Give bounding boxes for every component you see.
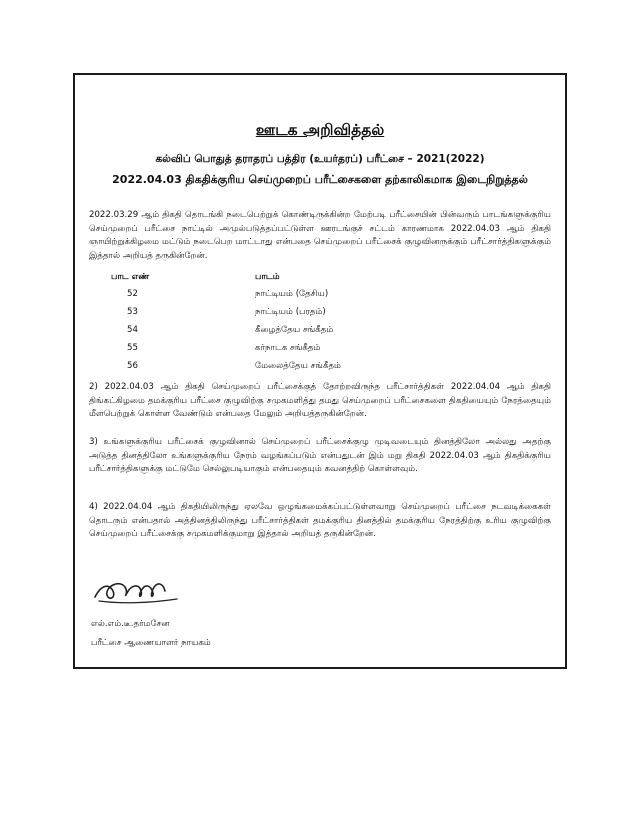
- subject-code: 53: [127, 307, 138, 317]
- subject-code: 54: [127, 325, 138, 335]
- document-subtitle: கல்விப் பொதுத் தராதரப் பத்திர (உயர்தரப்) பரீட்சை – 2021(2022): [155, 153, 485, 165]
- signer-title: பரீட்சை ஆணையாளர் நாயகம்: [91, 638, 211, 648]
- document-heading: 2022.04.03 திகதிக்குரிய செய்முறைப் பரீட்சைகளை தற்காலிகமாக இடைநிறுத்தல்: [112, 173, 528, 186]
- signer-name: எல்.எம்.டீ.தர்மசேன: [91, 619, 170, 629]
- paragraph-4: 4) 2022.04.04 ஆம் திகதியிலிருந்து ஏலவே ஒழுங்கமைக்கப்பட்டுள்ளவாறு செய்முறைப் பரீட்சை நடவடிக்கைகள் தொடரும் என்பதால் அத்தினத்திலிருந்து பரீட்சார்த்திகள் தமக்குரிய தினத்தில் தமக்குரிய நேரத்திற்கு உரிய குழுவிற்கு செய்முறைப் பரீட்சைக்கு சமுகமளிக்குமாறு இத்தால் அறியத் தருகின்றேன்.: [89, 502, 551, 539]
- subject-name: கீழைத்தேய சங்கீதம்: [255, 325, 334, 335]
- subject-code: 55: [127, 343, 138, 353]
- table-row: [75, 343, 565, 361]
- notice-document: [73, 73, 567, 669]
- table-row: [75, 289, 565, 307]
- paragraph-1: 2022.03.29 ஆம் திகதி தொடங்கி நடைபெற்றுக் கொண்டிருக்கின்ற மேற்படி பரீட்சையின் பின்வரும் பாடங்களுக்குரிய செய்முறைப் பரீட்சை நாட்டில் அமுல்படுத்தப்பட்டுள்ள ஊரடங்குச் சட்டம் காரணமாக 2022.04.03 ஆம் திகதி ஞாயிற்றுக்கிழமை மட்டும் நடைபெற மாட்டாது என்பதை செய்முறைப் பரீட்சைக் குழுவினருக்கும் பரீட்சார்த்திகளுக்கும் இத்தால் அறியத் தருகின்றேன்.: [89, 210, 551, 261]
- table-row: [75, 307, 565, 325]
- table-header-code: பாட எண்: [111, 272, 150, 282]
- paragraph-3: 3) உங்களுக்குரிய பரீட்சைக் குழுவினால் செய்முறைப் பரீட்சைக்குழு முடிவடையும் தினத்திலோ அல்லது அதற்கு அடுத்த தினத்திலோ உங்களுக்குரிய நேரம் வழங்கப்படும் என்பதுடன் இம் மறு திகதி 2022.04.03 ஆம் திகதிக்குரிய பரீட்சார்த்திகளுக்கு மட்டுமே செல்லுபடியாகும் என்பதையும் கவனத்திற் கொள்ளவும்.: [89, 437, 551, 474]
- subject-name: மேலைத்தேய சங்கீதம்: [255, 361, 341, 371]
- subject-name: கர்நாடக சங்கீதம்: [255, 343, 321, 353]
- table-row: [75, 325, 565, 343]
- table-row: [75, 361, 565, 379]
- subject-name: நாட்டியம் (தேசிய): [255, 289, 329, 299]
- paragraph-2: 2) 2022.04.03 ஆம் திகதி செய்முறைப் பரீட்சைக்குத் தோற்றவிருந்த பரீட்சார்த்திகள் 2022.04.04 ஆம் திகதி திங்கட்கிழமை தமக்குரிய பரீட்சை குழுவிற்கு சமுகமளித்து தமது செய்முறைப் பரீட்சைகளை திகதியையும் நேரத்தையும் மீளபெற்றுக் கொள்ள வேண்டும் என்பதை மேலும் அறியத்தருகின்றேன்.: [89, 382, 551, 419]
- document-title: ஊடக அறிவித்தல்: [255, 121, 385, 139]
- subject-code: 52: [127, 289, 138, 299]
- subject-name: நாட்டியம் (பரதம்): [255, 307, 326, 317]
- subject-code: 56: [127, 361, 138, 371]
- table-header-subject: பாடம்: [255, 272, 280, 282]
- signature: [91, 571, 181, 611]
